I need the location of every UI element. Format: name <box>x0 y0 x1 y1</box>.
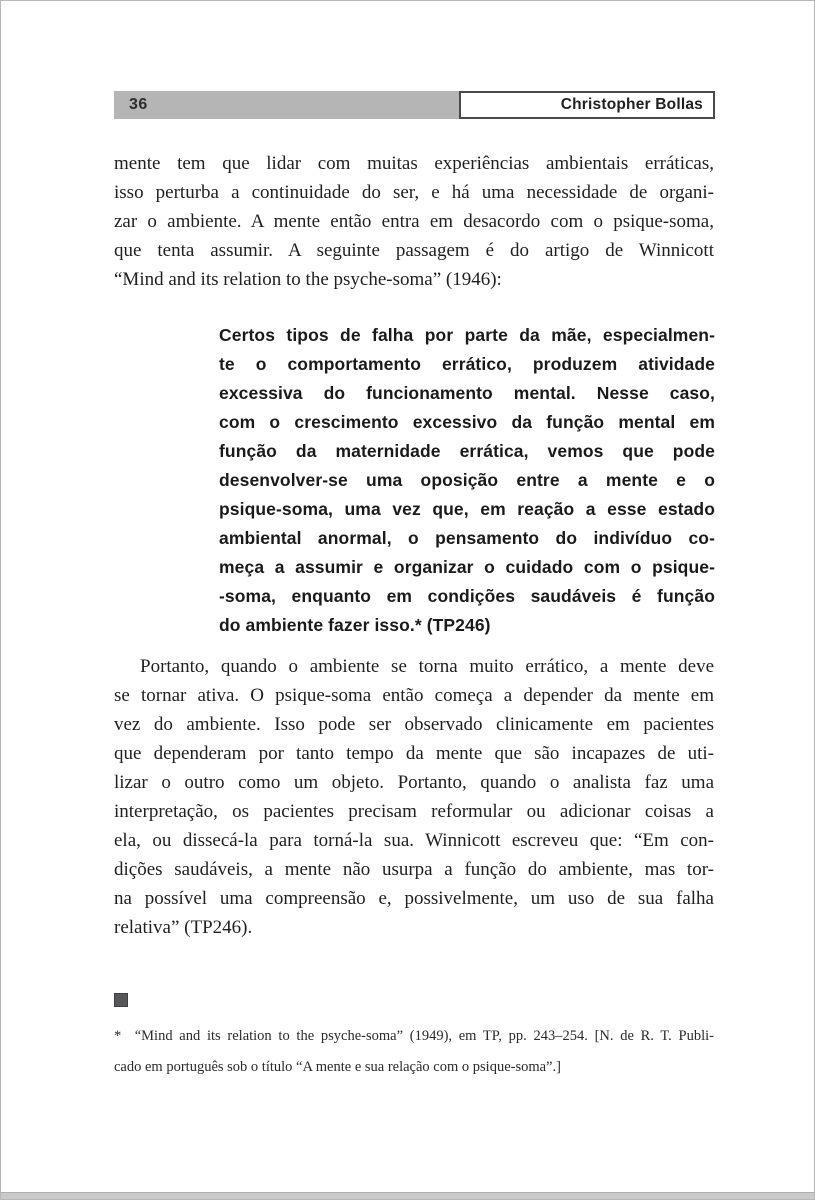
author-name: Christopher Bollas <box>560 96 703 113</box>
text-line: que tenta assumir. A seguinte passagem é do artigo de Winnicott <box>114 240 714 261</box>
body-paragraph-1 <box>114 149 714 294</box>
footnote-square-marker <box>114 993 128 1007</box>
running-header <box>114 91 715 119</box>
text-line: do ambiente fazer isso.* (TP246) <box>219 615 491 635</box>
text-line: vez do ambiente. Isso pode ser observado clinicamente em pacientes <box>114 714 714 735</box>
text-line: “Mind and its relation to the psyche-soma” (1946): <box>114 269 502 290</box>
block-quote <box>219 321 715 640</box>
text-line: interpretação, os pacientes precisam reformular ou adicionar coisas a <box>114 801 714 822</box>
text-line: isso perturba a continuidade do ser, e há uma necessidade de organi- <box>114 182 714 203</box>
author-box <box>459 91 715 119</box>
text-line: ela, ou dissecá-la para torná-la sua. Winnicott escreveu que: “Em con- <box>114 830 714 851</box>
text-line: Certos tipos de falha por parte da mãe, especialmen- <box>219 325 715 345</box>
text-line: -soma, enquanto em condições saudáveis é função <box>219 586 715 606</box>
text-line: * “Mind and its relation to the psyche-soma” (1949), em TP, pp. 243–254. [N. de R. T. Publi- <box>114 1028 714 1044</box>
text-line: desenvolver-se uma oposição entre a mente e o <box>219 470 715 490</box>
text-line: mente tem que lidar com muitas experiências ambientais erráticas, <box>114 153 714 174</box>
text-line: meça a assumir e organizar o cuidado com o psique- <box>219 557 715 577</box>
text-line: zar o ambiente. A mente então entra em desacordo com o psique-soma, <box>114 211 714 232</box>
text-line: te o comportamento errático, produzem atividade <box>219 354 715 374</box>
text-line: que dependeram por tanto tempo da mente que são incapazes de uti- <box>114 743 714 764</box>
page-number: 36 <box>129 96 148 113</box>
body-paragraph-2 <box>114 652 714 942</box>
text-line: com o crescimento excessivo da função mental em <box>219 412 715 432</box>
text-line: relativa” (TP246). <box>114 917 253 938</box>
text-line: Portanto, quando o ambiente se torna muito errático, a mente deve <box>140 656 714 677</box>
text-line: se tornar ativa. O psique-soma então começa a depender da mente em <box>114 685 714 706</box>
text-line: ambiental anormal, o pensamento do indivíduo co- <box>219 528 715 548</box>
text-line: dições saudáveis, a mente não usurpa a função do ambiente, mas tor- <box>114 859 714 880</box>
text-line: excessiva do funcionamento mental. Nesse caso, <box>219 383 715 403</box>
footnote-text <box>114 1021 714 1083</box>
text-line: função da maternidade errática, vemos que pode <box>219 441 715 461</box>
header-gray-bar <box>114 91 459 119</box>
page-bottom-edge <box>1 1192 814 1199</box>
text-line: cado em português sob o título “A mente e sua relação com o psique-soma”.] <box>114 1059 561 1075</box>
text-line: lizar o outro como um objeto. Portanto, quando o analista faz uma <box>114 772 714 793</box>
text-line: psique-soma, uma vez que, em reação a esse estado <box>219 499 715 519</box>
text-line: na possível uma compreensão e, possivelmente, um uso de sua falha <box>114 888 714 909</box>
